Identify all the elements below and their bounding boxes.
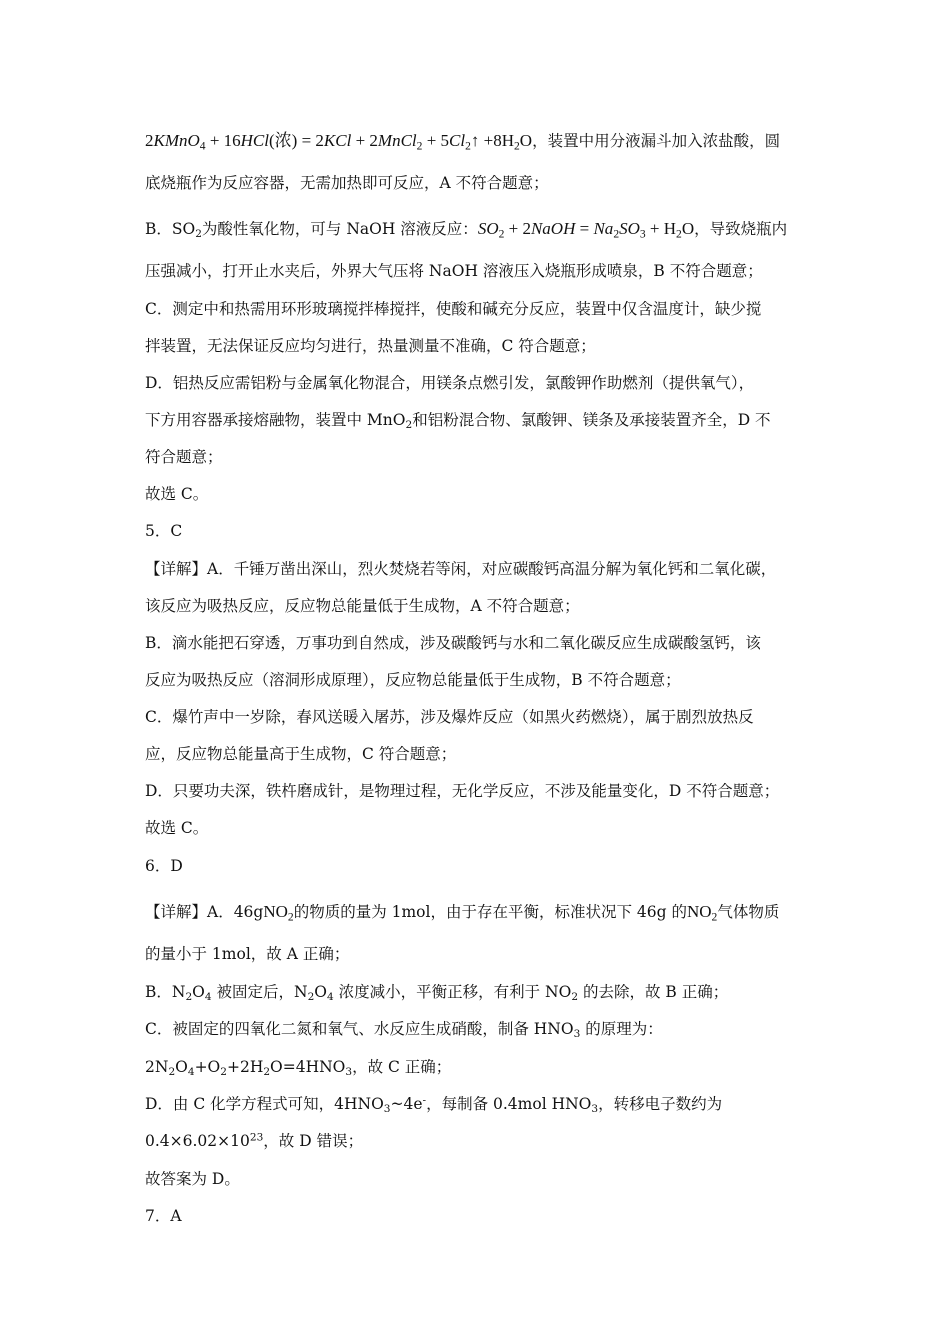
q6-c-line2: $2N_2O_4+O_2+2H_2O=4HNO_3$，故 C 正确； xyxy=(145,1058,452,1079)
q6-a-tail: 气体物质 xyxy=(717,903,780,921)
q5-b-line2: 反应为吸热反应（溶洞形成原理），反应物总能量低于生成物，B 不符合题意； xyxy=(145,671,681,689)
q6-number: 6．D xyxy=(145,857,183,875)
q5-a-line2: 该反应为吸热反应，反应物总能量低于生成物，A 不符合题意； xyxy=(145,597,580,615)
q4-d-line2: 下方用容器承接熔融物，装置中 MnO$_2$和铝粉混合物、氯酸钾、镁条及承接装置齐全，D 不 xyxy=(145,411,771,432)
q6-a-line2: 的量小于 1mol，故 A 正确； xyxy=(145,945,350,963)
q4-b-line1: B．$SO_2$为酸性氧化物，可与 NaOH 溶液反应：$SO_2$ + 2NaOH = $Na_2SO_3 + H_2O$，导致烧瓶内 xyxy=(145,219,788,241)
q5-b-line1: B．滴水能把石穿透，万事功到自然成，涉及碳酸钙与水和二氧化碳反应生成碳酸氢钙，该 xyxy=(145,634,761,652)
q4-line2: 底烧瓶作为反应容器，无需加热即可反应，A 不符合题意； xyxy=(145,174,549,192)
q4-eq-tail: ，装置中用分液漏斗加入浓盐酸，圆 xyxy=(532,132,781,150)
q6-d-line2: $0.4\times 6.02\times 10^{23}$，故 D 错误； xyxy=(145,1131,364,1150)
q4-d-line2-pre: 下方用容器承接熔融物，装置中 MnO xyxy=(145,411,406,429)
q4-b-pre: B．SO xyxy=(145,220,196,238)
q6-b-line: B．$N_2O_4$ 被固定后，$N_2O_4$ 浓度减小，平衡正移，有利于 $NO_2$ 的去除，故 B 正确； xyxy=(145,983,729,1004)
q4-d-line1: D．铝热反应需铝粉与金属氧化物混合，用镁条点燃引发，氯酸钾作助燃剂（提供氧气）， xyxy=(145,374,755,392)
q6-a-mid: 的物质的量为 1mol，由于存在平衡，标准状况下 46g 的 xyxy=(293,903,687,921)
q4-d-line2-post: 和铝粉混合物、氯酸钾、镁条及承接装置齐全，D 不 xyxy=(412,411,771,429)
q6-a-pre: 【详解】A．46g xyxy=(145,903,264,921)
q5-choice: 故选 C。 xyxy=(145,819,209,837)
q4-equation-line xyxy=(145,130,780,151)
so2-naoh-equation: $SO_2$ + 2NaOH = $Na_2SO_3 + H_2O$ xyxy=(477,219,695,241)
q4-c-line1: C．测定中和热需用环形玻璃搅拌棒搅拌，使酸和碱充分反应，装置中仅含温度计，缺少搅 xyxy=(145,300,762,318)
no2-formula: $NO_2$ xyxy=(263,902,294,924)
q5-d-line1: D．只要功夫深，铁杵磨成针，是物理过程，无化学反应，不涉及能量变化，D 不符合题意； xyxy=(145,782,780,800)
q6-d-line1: D．由 C 化学方程式可知，$4HNO_3\sim 4e^-$，每制备 0.4mol $HNO_3$，转移电子数约为 xyxy=(145,1094,723,1116)
q6-a-line1 xyxy=(145,901,779,922)
q5-c-line1: C．爆竹声中一岁除，春风送暖入屠苏，涉及爆炸反应（如黑火药燃烧），属于剧烈放热反 xyxy=(145,708,754,726)
q4-c-line2: 拌装置，无法保证反应均匀进行，热量测量不准确，C 符合题意； xyxy=(145,337,596,355)
kmno4-hcl-equation: 2KMnO$_4$ + 16HCl(浓) = 2KCl + 2MnCl$_2$ + $5Cl_2↑ +8H_2O$ xyxy=(145,131,533,153)
q6-c-line1: C．被固定的四氧化二氮和氧气、水反应生成硝酸，制备 $HNO_3$ 的原理为： xyxy=(145,1020,663,1041)
q6-choice: 故答案为 D。 xyxy=(145,1170,240,1188)
q7-number: 7．A xyxy=(145,1207,182,1225)
q5-number: 5．C xyxy=(145,522,183,540)
no2-formula: $NO_2$ xyxy=(686,902,718,924)
q4-b-tail: ，导致烧瓶内 xyxy=(694,220,788,238)
q5-a-line1: 【详解】A．千锤万凿出深山，烈火焚烧若等闲，对应碳酸钙高温分解为氧化钙和二氧化碳， xyxy=(145,560,777,578)
q4-choice: 故选 C。 xyxy=(145,485,209,503)
q4-b-line2: 压强减小，打开止水夹后，外界大气压将 NaOH 溶液压入烧瓶形成喷泉，B 不符合题意； xyxy=(145,262,763,280)
q4-b-mid: 为酸性氧化物，可与 NaOH 溶液反应： xyxy=(201,220,478,238)
q5-c-line2: 应，反应物总能量高于生成物，C 符合题意； xyxy=(145,745,457,763)
q4-d-line3: 符合题意； xyxy=(145,448,223,466)
